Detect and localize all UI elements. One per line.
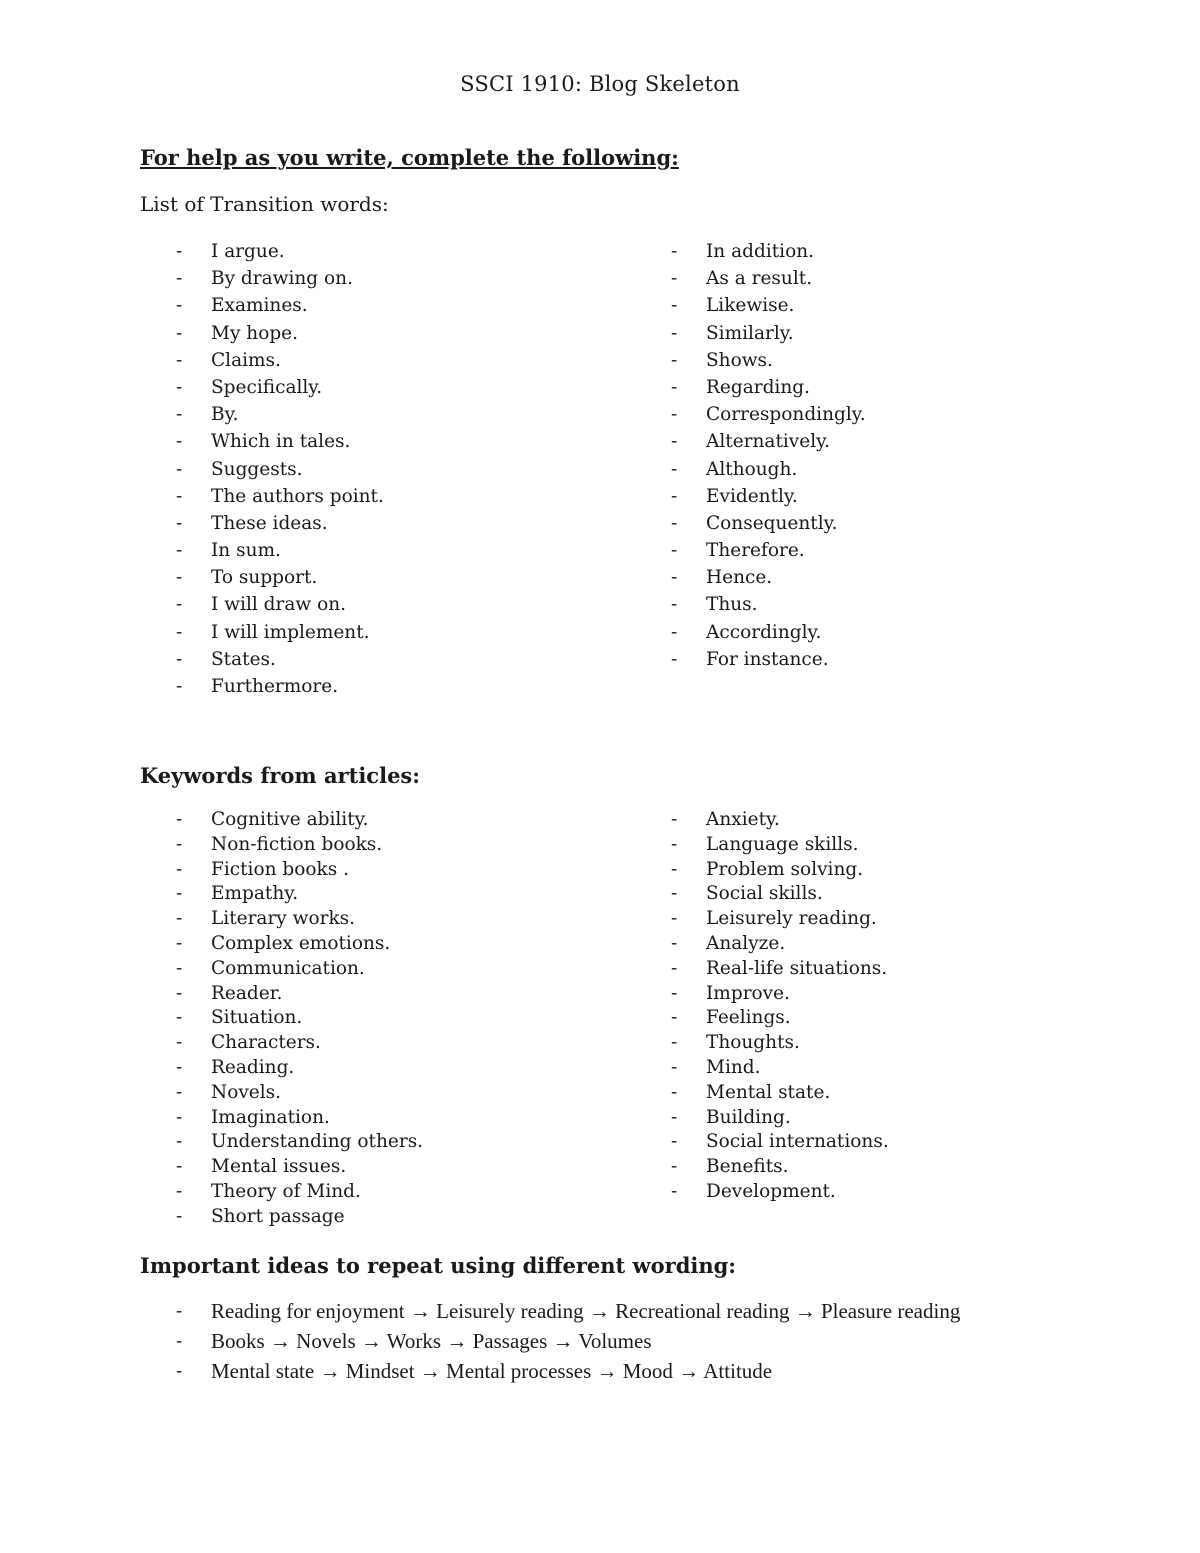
list-item-text: By. <box>211 404 239 426</box>
list-item <box>176 619 384 646</box>
list-item-text: Cognitive ability. <box>211 809 369 830</box>
list-item <box>176 456 384 483</box>
list-item-text: Evidently. <box>706 485 798 507</box>
bullet-dash: - <box>671 567 678 589</box>
intro-heading: For help as you write, complete the following: <box>140 145 679 170</box>
bullet-dash: - <box>176 268 183 290</box>
bullet-dash: - <box>176 1131 183 1153</box>
list-item-text: These ideas. <box>211 512 328 534</box>
bullet-dash: - <box>671 594 678 616</box>
transition-list-right <box>671 238 866 673</box>
list-item-text: Accordingly. <box>706 621 822 643</box>
list-item <box>671 957 889 982</box>
bullet-dash: - <box>671 431 678 453</box>
list-item <box>671 808 889 833</box>
list-item <box>176 882 423 907</box>
list-item-text: Mental state. <box>706 1081 831 1103</box>
bullet-dash: - <box>671 858 678 880</box>
list-item-text: Reading. <box>211 1056 295 1078</box>
list-item-text: Analyze. <box>706 932 786 954</box>
list-item-text: Theory of Mind. <box>211 1180 361 1202</box>
list-item-text: For instance. <box>706 648 829 670</box>
list-item <box>176 537 384 564</box>
list-item <box>176 401 384 428</box>
bullet-dash: - <box>671 908 678 930</box>
list-item-text: In sum. <box>211 540 281 562</box>
list-item-text: Complex emotions. <box>211 932 391 954</box>
list-item-text: States. <box>211 648 276 670</box>
list-item-text: Furthermore. <box>211 676 339 697</box>
list-item-text: Although. <box>706 458 798 480</box>
list-item <box>671 932 889 957</box>
bullet-dash: - <box>176 833 183 855</box>
bullet-dash: - <box>671 512 678 534</box>
list-item-text: Reading for enjoyment → Leisurely reading → Recreational reading → Pleasure reading <box>211 1299 961 1323</box>
bullet-dash: - <box>671 932 678 954</box>
list-item-text: Regarding. <box>706 376 810 398</box>
list-item-text: Non-fiction books. <box>211 833 383 855</box>
bullet-dash: - <box>671 1156 678 1178</box>
bullet-dash: - <box>671 1056 678 1078</box>
list-item-text: Understanding others. <box>211 1131 424 1153</box>
bullet-dash: - <box>176 594 183 616</box>
bullet-dash: - <box>176 982 183 1004</box>
list-item-text: By drawing on. <box>211 268 353 290</box>
list-item <box>671 858 889 883</box>
list-item <box>176 591 384 618</box>
bullet-dash: - <box>671 241 678 262</box>
bullet-dash: - <box>671 349 678 371</box>
list-item-text: Books → Novels → Works → Passages → Volumes <box>211 1328 652 1353</box>
list-item-text: Claims. <box>211 349 281 371</box>
transition-list-left <box>176 238 384 700</box>
bullet-dash: - <box>671 883 678 905</box>
list-item-text: Problem solving. <box>706 858 864 880</box>
list-item <box>176 982 423 1007</box>
list-item-text: Likewise. <box>706 295 795 317</box>
list-item <box>671 320 866 347</box>
bullet-dash: - <box>176 1360 183 1382</box>
bullet-dash: - <box>176 376 183 398</box>
list-item <box>671 401 866 428</box>
list-item-text: Building. <box>706 1106 791 1128</box>
list-item-text: Therefore. <box>706 540 805 562</box>
bullet-dash: - <box>176 858 183 880</box>
list-item-text: Language skills. <box>706 833 859 855</box>
list-item-text: The authors point. <box>211 485 384 507</box>
list-item <box>176 1130 423 1155</box>
list-item <box>671 510 866 537</box>
list-item <box>671 646 866 673</box>
list-item <box>671 1106 889 1131</box>
list-item-text: Leisurely reading. <box>706 908 877 930</box>
bullet-dash: - <box>176 349 183 371</box>
bullet-dash: - <box>671 621 678 643</box>
bullet-dash: - <box>176 485 183 507</box>
list-item <box>671 483 866 510</box>
list-item <box>176 833 423 858</box>
list-item <box>671 1155 889 1180</box>
list-item <box>176 1327 960 1357</box>
list-item <box>176 1155 423 1180</box>
list-item-text: Suggests. <box>211 458 303 480</box>
bullet-dash: - <box>671 809 678 830</box>
bullet-dash: - <box>176 932 183 954</box>
bullet-dash: - <box>671 833 678 855</box>
bullet-dash: - <box>671 458 678 480</box>
page-title: SSCI 1910: Blog Skeleton <box>460 72 740 96</box>
list-item <box>176 1006 423 1031</box>
list-item <box>176 347 384 374</box>
bullet-dash: - <box>176 621 183 643</box>
keywords-list-right <box>671 808 889 1205</box>
list-item <box>671 428 866 455</box>
keywords-heading: Keywords from articles: <box>140 763 421 788</box>
bullet-dash: - <box>671 404 678 426</box>
list-item-text: Anxiety. <box>706 809 780 830</box>
list-item <box>671 347 866 374</box>
bullet-dash: - <box>176 458 183 480</box>
bullet-dash: - <box>176 1180 183 1202</box>
list-item <box>176 1205 423 1230</box>
keywords-list-left <box>176 808 423 1230</box>
bullet-dash: - <box>671 957 678 979</box>
bullet-dash: - <box>671 268 678 290</box>
list-item-text: Characters. <box>211 1032 321 1054</box>
list-item-text: Real-life situations. <box>706 957 888 979</box>
bullet-dash: - <box>176 648 183 670</box>
list-item-text: Thus. <box>706 594 758 616</box>
bullet-dash: - <box>176 1106 183 1128</box>
list-item <box>176 907 423 932</box>
list-item-text: Social skills. <box>706 883 823 905</box>
list-item-text: Shows. <box>706 349 773 371</box>
list-item-text: Specifically. <box>211 376 323 398</box>
list-item-text: Correspondingly. <box>706 404 866 426</box>
list-item <box>671 537 866 564</box>
list-item <box>671 1180 889 1205</box>
list-item-text: Fiction books . <box>211 858 349 880</box>
bullet-dash: - <box>176 322 183 344</box>
bullet-dash: - <box>176 567 183 589</box>
list-item-text: Situation. <box>211 1007 303 1029</box>
list-item <box>176 238 384 265</box>
ideas-heading: Important ideas to repeat using different wording: <box>140 1253 737 1278</box>
list-item-text: Social internations. <box>706 1131 889 1153</box>
list-item <box>671 564 866 591</box>
list-item-text: Literary works. <box>211 908 356 930</box>
list-item-text: Hence. <box>706 567 773 589</box>
bullet-dash: - <box>176 241 183 262</box>
list-item <box>176 510 384 537</box>
list-item <box>671 1081 889 1106</box>
list-item-text: Alternatively. <box>706 431 830 453</box>
bullet-dash: - <box>176 1081 183 1103</box>
list-item <box>671 292 866 319</box>
list-item-text: Development. <box>706 1180 836 1202</box>
list-item-text: I will implement. <box>211 621 370 643</box>
list-item-text: I argue. <box>211 241 285 262</box>
bullet-dash: - <box>176 1301 183 1322</box>
list-item <box>176 483 384 510</box>
bullet-dash: - <box>671 1180 678 1202</box>
bullet-dash: - <box>671 295 678 317</box>
bullet-dash: - <box>176 540 183 562</box>
list-item <box>671 374 866 401</box>
bullet-dash: - <box>176 431 183 453</box>
list-item <box>671 1031 889 1056</box>
list-item <box>176 265 384 292</box>
bullet-dash: - <box>671 1106 678 1128</box>
list-item <box>671 265 866 292</box>
list-item <box>176 1297 960 1327</box>
bullet-dash: - <box>176 1007 183 1029</box>
list-item-text: Thoughts. <box>706 1032 800 1054</box>
list-item-text: Reader. <box>211 982 283 1004</box>
list-item-text: Mental issues. <box>211 1156 347 1178</box>
bullet-dash: - <box>176 1330 183 1352</box>
bullet-dash: - <box>671 1081 678 1103</box>
list-item <box>671 456 866 483</box>
list-item <box>176 858 423 883</box>
list-item <box>176 1081 423 1106</box>
list-item-text: My hope. <box>211 322 298 344</box>
list-item <box>671 882 889 907</box>
list-item-text: Consequently. <box>706 512 838 534</box>
list-item <box>671 907 889 932</box>
bullet-dash: - <box>671 322 678 344</box>
list-item <box>176 932 423 957</box>
list-item-text: Imagination. <box>211 1106 330 1128</box>
transition-heading: List of Transition words: <box>140 192 389 216</box>
bullet-dash: - <box>176 1205 183 1227</box>
bullet-dash: - <box>176 295 183 317</box>
bullet-dash: - <box>176 883 183 905</box>
list-item-text: Examines. <box>211 295 308 317</box>
list-item-text: To support. <box>211 567 318 589</box>
list-item <box>671 1130 889 1155</box>
bullet-dash: - <box>671 648 678 670</box>
list-item-text: Feelings. <box>706 1007 791 1029</box>
ideas-list <box>176 1297 960 1386</box>
bullet-dash: - <box>176 1056 183 1078</box>
list-item-text: Novels. <box>211 1081 282 1103</box>
list-item <box>176 320 384 347</box>
list-item-text: Mental state → Mindset → Mental processes → Mood → Attitude <box>211 1358 773 1383</box>
list-item-text: Empathy. <box>211 883 299 905</box>
bullet-dash: - <box>671 376 678 398</box>
list-item-text: Communication. <box>211 957 365 979</box>
list-item-text: Mind. <box>706 1056 761 1078</box>
list-item-text: Which in tales. <box>211 431 351 453</box>
bullet-dash: - <box>176 809 183 830</box>
bullet-dash: - <box>671 1007 678 1029</box>
bullet-dash: - <box>671 1032 678 1054</box>
list-item-text: Benefits. <box>706 1156 789 1178</box>
list-item <box>176 292 384 319</box>
list-item <box>671 982 889 1007</box>
list-item <box>176 428 384 455</box>
list-item <box>671 833 889 858</box>
bullet-dash: - <box>671 1131 678 1153</box>
bullet-dash: - <box>671 540 678 562</box>
list-item <box>671 591 866 618</box>
bullet-dash: - <box>176 908 183 930</box>
list-item <box>671 238 866 265</box>
list-item <box>176 1357 960 1387</box>
bullet-dash: - <box>176 512 183 534</box>
list-item <box>176 1106 423 1131</box>
list-item <box>176 673 384 700</box>
list-item <box>176 1056 423 1081</box>
list-item <box>671 1056 889 1081</box>
bullet-dash: - <box>176 404 183 426</box>
list-item-text: Short passage <box>211 1205 345 1227</box>
list-item <box>671 1006 889 1031</box>
bullet-dash: - <box>671 982 678 1004</box>
list-item <box>176 374 384 401</box>
list-item-text: As a result. <box>706 268 813 290</box>
bullet-dash: - <box>176 676 183 697</box>
list-item-text: In addition. <box>706 241 815 262</box>
bullet-dash: - <box>176 1156 183 1178</box>
list-item <box>176 564 384 591</box>
list-item <box>176 1031 423 1056</box>
bullet-dash: - <box>671 485 678 507</box>
list-item <box>176 646 384 673</box>
list-item-text: Improve. <box>706 982 790 1004</box>
bullet-dash: - <box>176 957 183 979</box>
list-item-text: Similarly. <box>706 322 794 344</box>
list-item <box>176 1180 423 1205</box>
list-item <box>176 808 423 833</box>
list-item-text: I will draw on. <box>211 594 347 616</box>
list-item <box>671 619 866 646</box>
list-item <box>176 957 423 982</box>
bullet-dash: - <box>176 1032 183 1054</box>
